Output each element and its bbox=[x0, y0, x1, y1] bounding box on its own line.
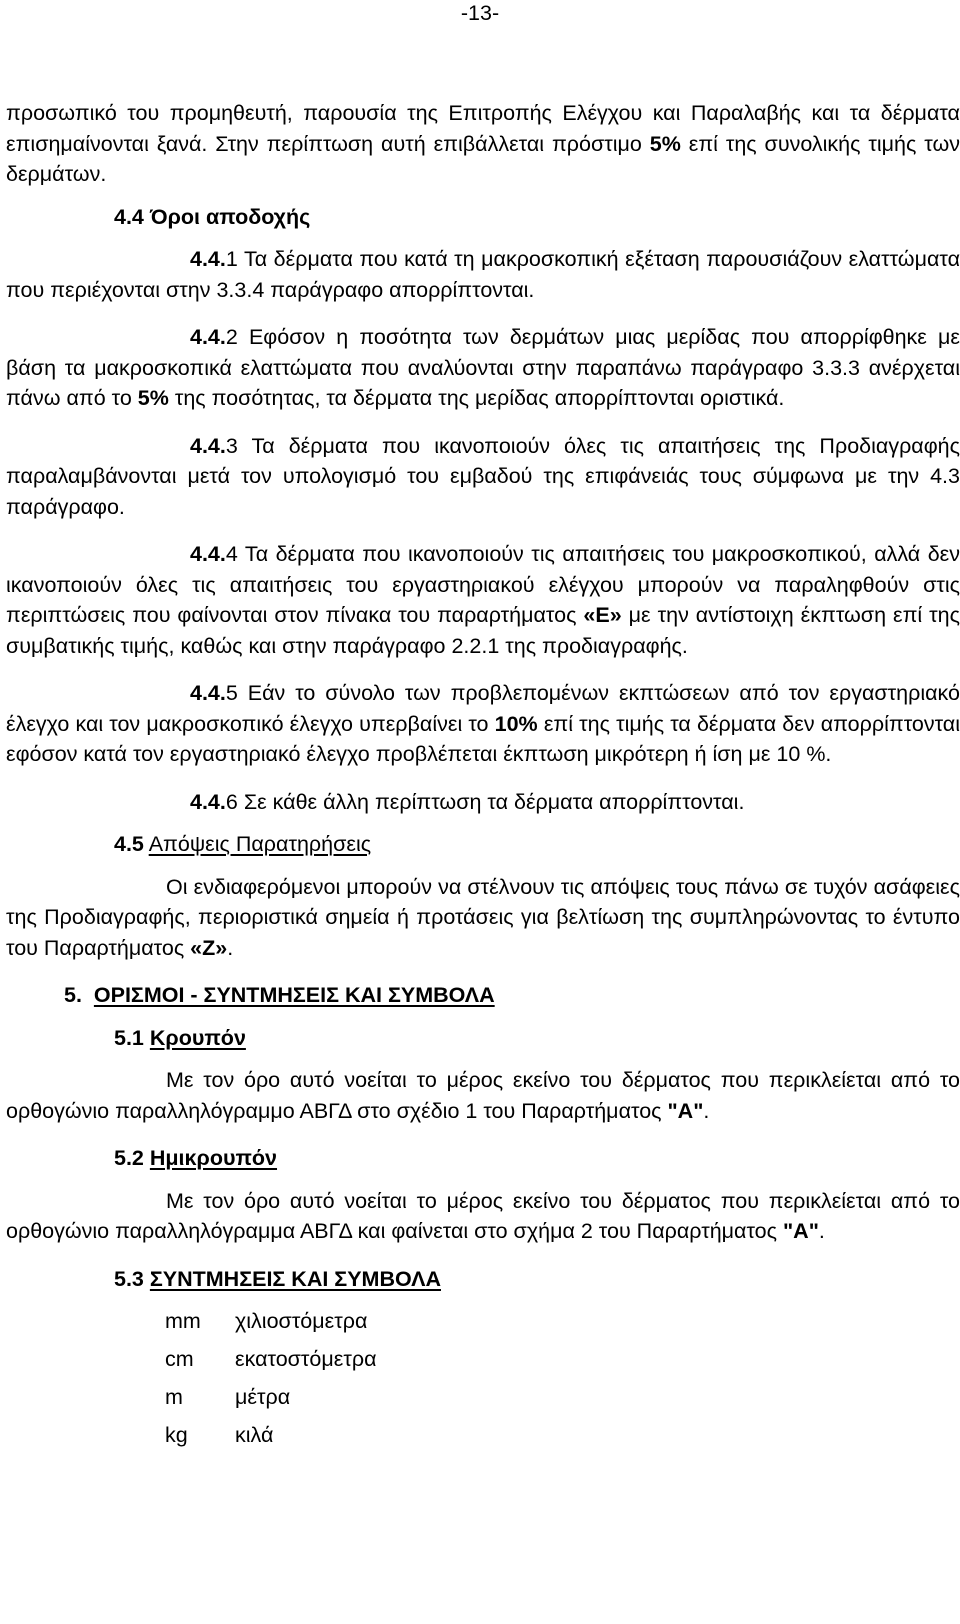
abbreviation-row bbox=[165, 1382, 960, 1412]
clause-number: 4.4. bbox=[190, 325, 226, 349]
clause-text: Τα δέρματα που ικανοποιούν τις απαιτήσεις του μακροσκοπικού, αλλά δεν ικανοποιούν όλες τις απαιτήσεις του εργαστηριακού ελέγχου μπορούν να παραληφθούν στις περιπτώσεις που φαίνονται στον πίνακα του παραρτήματος bbox=[6, 542, 960, 627]
clause-4-4-4 bbox=[6, 539, 960, 661]
annex-reference: "Α" bbox=[667, 1098, 704, 1123]
clause-text-end: επί της τιμής τα δέρματα δεν απορρίπτονται εφόσον κατά τον εργαστηριακό έλεγχο προβλέπεται έκπτωση μικρότερη ή ίση με 10 %. bbox=[6, 711, 960, 766]
section-5-3-heading bbox=[114, 1264, 960, 1295]
section-title: Κρουπόν bbox=[149, 1025, 246, 1050]
paragraph-text-end: . bbox=[703, 1098, 710, 1123]
abbreviation-symbol: mm bbox=[165, 1309, 201, 1333]
section-4-5-heading bbox=[114, 829, 960, 860]
abbreviation-symbol: m bbox=[165, 1385, 183, 1409]
clause-number-suffix: 6 bbox=[225, 789, 238, 814]
clause-bold-value: 5% bbox=[137, 386, 169, 410]
clause-number: 4.4. bbox=[190, 789, 226, 814]
annex-reference: "Α" bbox=[782, 1219, 819, 1243]
section-4-4-heading bbox=[114, 202, 960, 233]
section-number: 4.5 bbox=[114, 832, 144, 856]
abbreviation-meaning: μέτρα bbox=[235, 1385, 291, 1409]
clause-text: Τα δέρματα που κατά τη μακροσκοπική εξέταση παρουσιάζουν ελαττώματα που περιέχονται στην 3.3.4 παράγραφο απορρίπτονται. bbox=[6, 247, 960, 302]
section-5-heading bbox=[64, 980, 960, 1011]
clause-text: Εάν το σύνολο των προβλεπομένων εκπτώσεων από τον εργαστηριακό έλεγχο και τον μακροσκοπικό έλεγχο υπερβαίνει το bbox=[6, 681, 960, 736]
page-number: -13- bbox=[460, 1, 500, 25]
section-number: 4.4 bbox=[114, 204, 144, 229]
clause-4-4-2 bbox=[6, 322, 960, 414]
section-4-5-paragraph bbox=[6, 872, 960, 964]
intro-paragraph bbox=[6, 98, 960, 190]
paragraph-text-end: . bbox=[818, 1219, 825, 1243]
clause-number-suffix: 4 bbox=[225, 542, 238, 566]
section-5-2-paragraph bbox=[6, 1186, 960, 1247]
abbreviation-symbol: cm bbox=[165, 1347, 194, 1371]
clause-text: Εφόσον η ποσότητα των δερμάτων μιας μερίδας που απορρίφθηκε με βάση τα μακροσκοπικά ελαττώματα που αναλύονται στην παραπάνω παράγραφο 3.3.3 ανέρχεται πάνω από το bbox=[6, 325, 960, 410]
clause-4-4-6 bbox=[6, 787, 960, 818]
clause-text-end: με την αντίστοιχη έκπτωση επί της συμβατικής τιμής, καθώς και στην παράγραφο 2.2.1 της προδιαγραφής. bbox=[6, 603, 960, 658]
clause-number: 4.4. bbox=[190, 433, 226, 458]
clause-text: Σε κάθε άλλη περίπτωση τα δέρματα απορρίπτονται. bbox=[237, 789, 745, 814]
abbreviation-row bbox=[165, 1344, 960, 1374]
clause-number: 4.4. bbox=[190, 542, 226, 566]
clause-4-4-5 bbox=[6, 678, 960, 770]
section-title: Όροι αποδοχής bbox=[149, 204, 311, 229]
abbreviation-meaning: κιλά bbox=[235, 1423, 274, 1447]
section-title: Ημικρουπόν bbox=[149, 1146, 278, 1170]
section-title: Απόψεις Παρατηρήσεις bbox=[148, 832, 372, 856]
clause-bold-value: 10% bbox=[494, 711, 538, 736]
annex-reference: «Ζ» bbox=[190, 935, 228, 960]
abbreviations-list bbox=[6, 1306, 960, 1450]
clause-number-suffix: 3 bbox=[225, 433, 238, 458]
section-number: 5.3 bbox=[114, 1266, 144, 1291]
intro-bold-value: 5% bbox=[649, 131, 681, 156]
clause-4-4-1 bbox=[6, 244, 960, 305]
section-5-1-paragraph bbox=[6, 1065, 960, 1126]
clause-4-4-3 bbox=[6, 431, 960, 523]
abbreviation-row bbox=[165, 1306, 960, 1336]
clause-number-suffix: 1 bbox=[225, 247, 238, 271]
clause-text-end: της ποσότητας, τα δέρματα της μερίδας απορρίπτονται οριστικά. bbox=[168, 386, 785, 410]
abbreviation-symbol: kg bbox=[165, 1423, 188, 1447]
abbreviation-meaning: εκατοστόμετρα bbox=[235, 1347, 377, 1371]
section-title: ΣΥΝΤΜΗΣΕΙΣ ΚΑΙ ΣΥΜΒΟΛΑ bbox=[149, 1266, 441, 1291]
intro-text: προσωπικό του προμηθευτή, παρουσία της Επιτροπής Ελέγχου και Παραλαβής και τα δέρματα επισημαίνονται ξανά. Στην περίπτωση αυτή επιβάλλεται πρόστιμο bbox=[6, 101, 960, 156]
annex-reference: «Ε» bbox=[583, 603, 622, 627]
paragraph-text: Με τον όρο αυτό νοείται το μέρος εκείνο του δέρματος που περικλείεται από το ορθογώνιο παραλληλόγραμμα ΑΒΓΔ και φαίνεται στο σχήμα 2 του Παραρτήματος bbox=[6, 1188, 960, 1243]
clause-number-suffix: 5 bbox=[225, 681, 238, 705]
section-number: 5.1 bbox=[114, 1025, 144, 1050]
clause-text: Τα δέρματα που ικανοποιούν όλες τις απαιτήσεις της Προδιαγραφής παραλαμβάνονται μετά τον υπολογισμό του εμβαδού της επιφάνειάς τους σύμφωνα με την 4.3 παράγραφο. bbox=[6, 433, 960, 519]
paragraph-text-end: . bbox=[227, 935, 234, 960]
clause-number: 4.4. bbox=[190, 681, 226, 705]
abbreviation-meaning: χιλιοστόμετρα bbox=[235, 1309, 368, 1333]
clause-number: 4.4. bbox=[190, 247, 226, 271]
intro-text-end: επί της συνολικής τιμής των δερμάτων. bbox=[6, 131, 960, 186]
abbreviation-row bbox=[165, 1420, 960, 1450]
clause-number-suffix: 2 bbox=[225, 325, 238, 349]
document-body bbox=[6, 98, 960, 1450]
section-number: 5.2 bbox=[114, 1146, 144, 1170]
paragraph-text: Με τον όρο αυτό νοείται το μέρος εκείνο του δέρματος που περικλείεται από το ορθογώνιο παραλληλόγραμμο ΑΒΓΔ στο σχέδιο 1 του Παραρτήματος bbox=[6, 1068, 960, 1123]
section-title: ΟΡΙΣΜΟΙ - ΣΥΝΤΜΗΣΕΙΣ ΚΑΙ ΣΥΜΒΟΛΑ bbox=[93, 983, 495, 1007]
section-5-2-heading bbox=[114, 1143, 960, 1174]
section-5-1-heading bbox=[114, 1023, 960, 1054]
paragraph-text: Οι ενδιαφερόμενοι μπορούν να στέλνουν τις απόψεις τους πάνω σε τυχόν ασάφειες της Προδιαγραφής, περιοριστικά σημεία ή προτάσεις για βελτίωση της συμπληρώνοντας το έντυπο του Παραρτήματος bbox=[6, 874, 960, 960]
section-number: 5. bbox=[64, 983, 82, 1007]
